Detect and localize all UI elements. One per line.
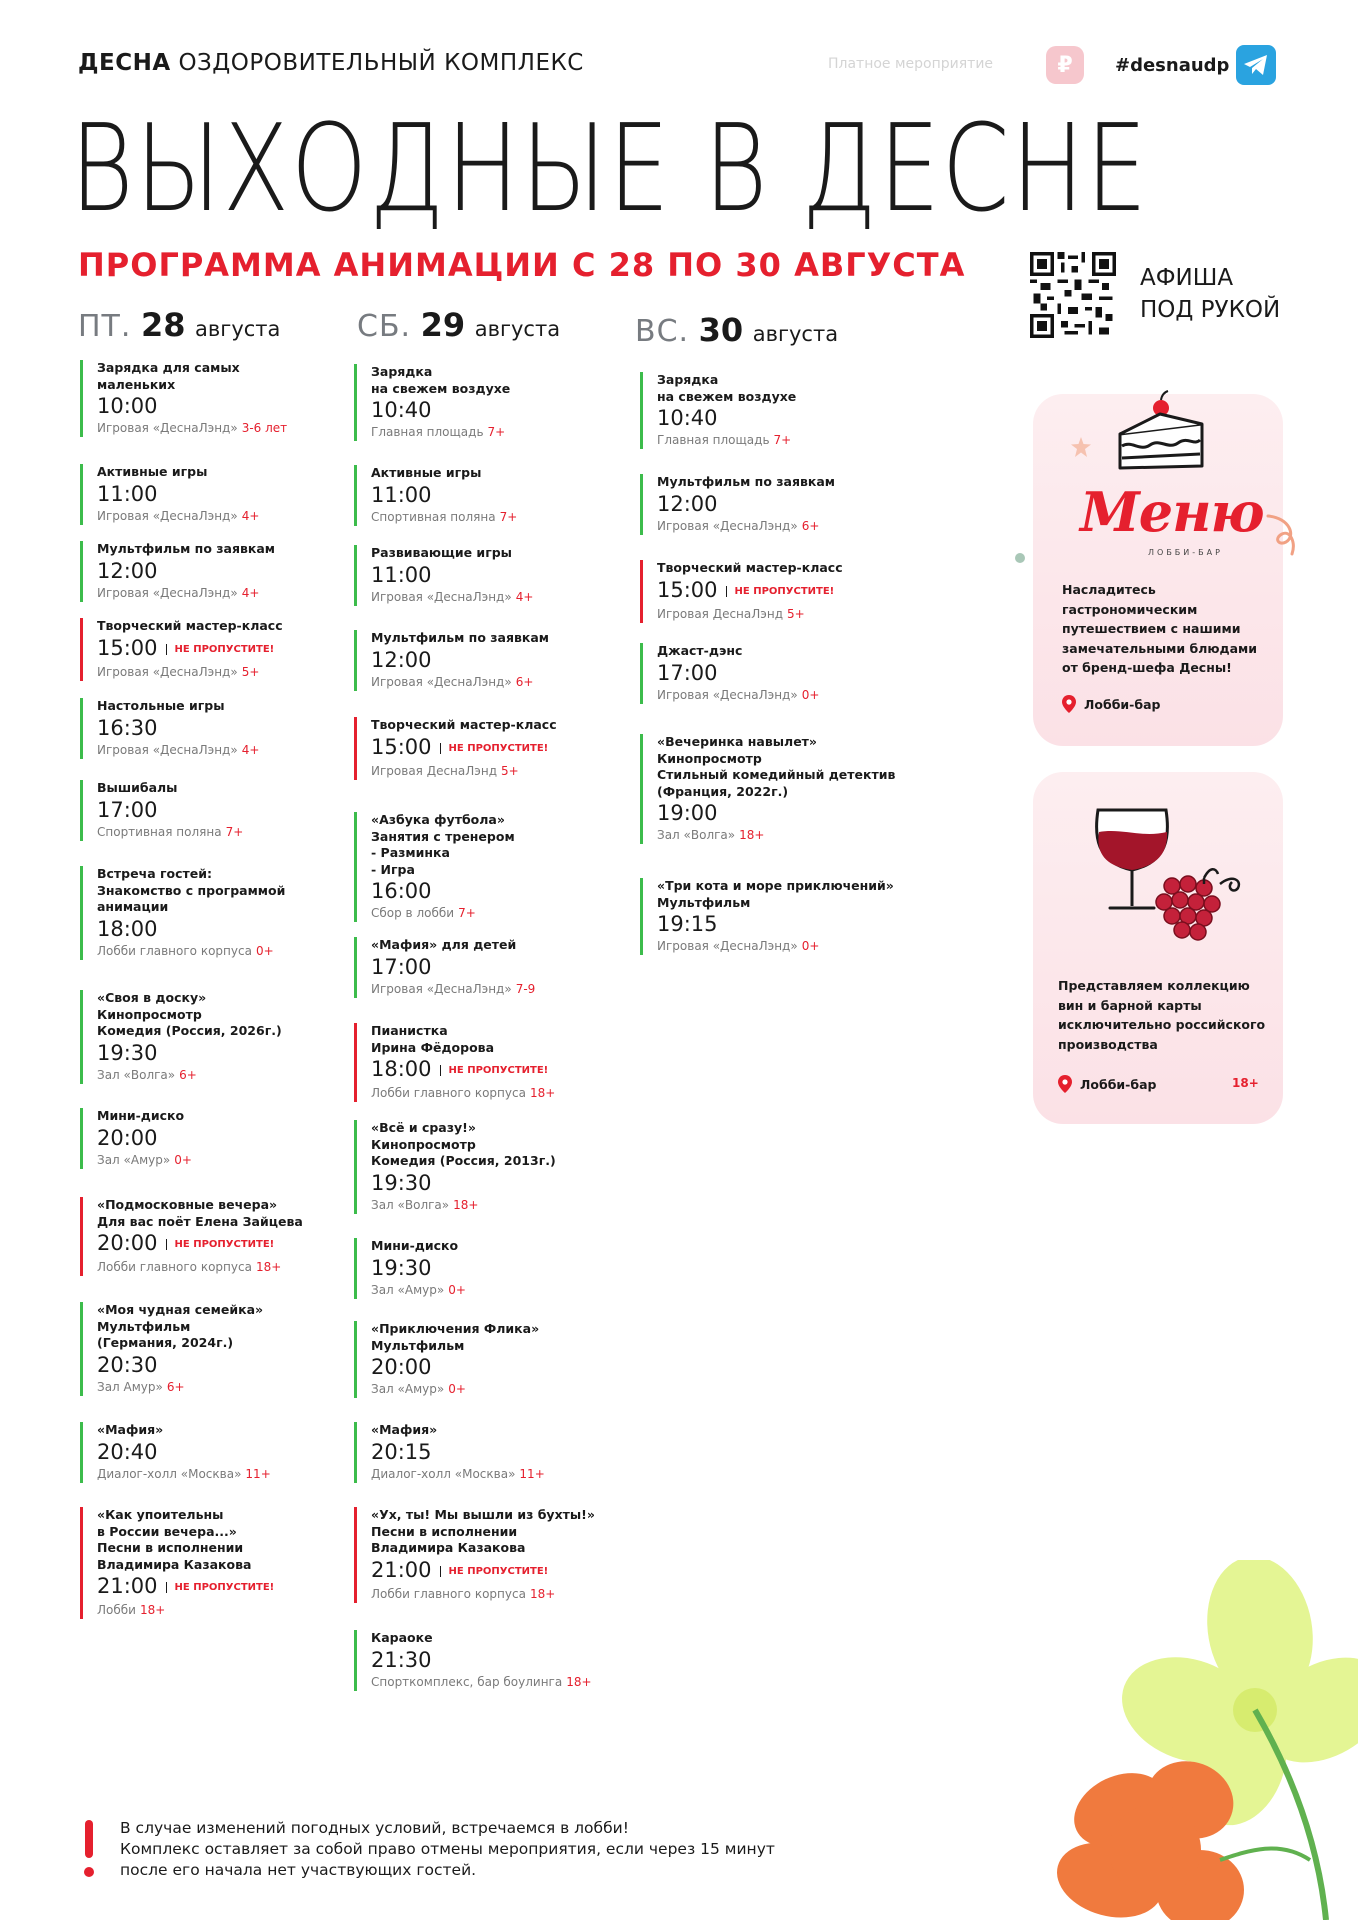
event-item	[80, 541, 370, 602]
location-pin-icon	[1062, 695, 1076, 713]
event-time: 21:30	[371, 1647, 432, 1672]
event-time: 21:00	[371, 1557, 432, 1582]
event-time-row	[371, 562, 644, 588]
event-item	[80, 360, 370, 437]
event-item	[80, 1422, 370, 1483]
event-place: Спорткомплекс, бар боулинга	[371, 1674, 563, 1689]
event-place: Диалог-холл «Москва»	[371, 1466, 516, 1481]
event-time: 17:00	[371, 954, 432, 979]
event-item	[354, 364, 644, 441]
event-place-row	[657, 605, 930, 623]
event-title: Активные игры	[97, 464, 208, 479]
dont-miss-badge: НЕ ПРОПУСТИТЕ!	[166, 1239, 275, 1250]
event-item	[80, 464, 370, 525]
menu-card-text: Насладитесь гастрономическим путешествием с нашими замечательными блюдами от бренд-шефа Десны!	[1062, 582, 1258, 675]
event-time: 20:15	[371, 1439, 432, 1464]
event-place-row	[97, 419, 370, 437]
event-time-row	[97, 558, 370, 584]
event-time: 11:00	[371, 562, 432, 587]
event-age: 7+	[225, 824, 244, 839]
event-time: 17:00	[657, 660, 718, 685]
event-place: Зал «Волга»	[97, 1067, 176, 1082]
event-place-row	[657, 431, 930, 449]
event-place: Спортивная поляна	[371, 509, 496, 524]
event-place-row	[371, 762, 644, 780]
event-time: 20:00	[371, 1355, 432, 1379]
event-time: 12:00	[657, 491, 718, 516]
event-time-row	[371, 482, 644, 508]
event-title: Творческий мастер-класс	[371, 717, 557, 732]
event-time-row	[657, 491, 930, 517]
event-title: «Азбука футбола» Занятия с тренером - Разминка - Игра	[371, 812, 515, 877]
event-place-row	[97, 741, 370, 759]
event-time: 19:30	[371, 1170, 432, 1195]
footer-notice: В случае изменений погодных условий, встречаемся в лобби! Комплекс оставляет за собой право отмены мероприятия, если через 15 минут после его начала нет участвующих гостей.	[120, 1819, 775, 1879]
event-title: Мини-диско	[371, 1238, 459, 1253]
event-place-row	[97, 663, 370, 681]
event-place-row	[371, 508, 644, 526]
wine-card-location-label: Лобби-бар	[1080, 1076, 1157, 1092]
event-place: Игровая ДеснаЛэнд	[657, 606, 784, 621]
event-age: 0+	[801, 687, 820, 702]
event-place-row	[371, 423, 644, 441]
event-title: «Своя в доску» Кинопросмотр Комедия (Россия, 2026г.)	[97, 990, 282, 1038]
event-title: Мультфильм по заявкам	[371, 630, 550, 645]
event-item	[354, 717, 644, 780]
event-item	[640, 560, 930, 623]
event-age: 6+	[515, 674, 534, 689]
event-title: Творческий мастер-класс	[657, 560, 843, 575]
event-place-row	[97, 823, 370, 841]
event-age: 4+	[241, 585, 260, 600]
event-time-row	[371, 1354, 644, 1380]
event-item	[80, 698, 370, 759]
afisha-caption: АФИША ПОД РУКОЙ	[1140, 265, 1281, 323]
event-title: Пианистка Ирина Фёдорова	[371, 1023, 495, 1055]
event-age: 4+	[241, 742, 260, 757]
paid-event-label: Платное мероприятие	[828, 56, 994, 72]
event-time: 15:00	[657, 577, 718, 602]
event-age: 4+	[241, 508, 260, 523]
event-age: 0+	[801, 939, 820, 953]
event-place: Игровая «ДеснаЛэнд»	[657, 518, 798, 533]
menu-logo-subtitle: ЛОББИ-БАР	[1148, 548, 1223, 557]
event-title: «Вечеринка навылет» Кинопросмотр Стильный комедийный детектив (Франция, 2022г.)	[657, 734, 896, 799]
event-title: «Всё и сразу!» Кинопросмотр Комедия (Россия, 2013г.)	[371, 1120, 556, 1168]
event-item	[354, 465, 644, 526]
event-place: Лобби главного корпуса	[371, 1086, 526, 1100]
event-place: Игровая «ДеснаЛэнд»	[97, 585, 238, 600]
event-place-row	[657, 826, 930, 844]
event-age: 5+	[501, 763, 519, 778]
event-title: «Три кота и море приключений» Мультфильм	[657, 878, 894, 910]
event-time-row	[371, 647, 644, 673]
event-place: Зал «Волга»	[371, 1197, 450, 1212]
hashtag-link[interactable]: #desnaudp	[1115, 55, 1230, 76]
event-place: Спортивная поляна	[97, 824, 222, 839]
event-time: 20:00	[97, 1231, 158, 1255]
event-place: Игровая «ДеснаЛэнд»	[657, 939, 798, 953]
event-time-row	[657, 911, 930, 937]
event-time-row	[97, 481, 370, 507]
event-age: 0+	[448, 1282, 466, 1297]
event-age: 5+	[241, 664, 260, 679]
brand-descriptor: ОЗДОРОВИТЕЛЬНЫЙ КОМПЛЕКС	[178, 50, 584, 76]
event-title: «Приключения Флика» Мультфильм	[371, 1321, 540, 1353]
day-header-sunday	[635, 311, 838, 349]
event-age: 3-6 лет	[241, 421, 288, 435]
event-age: 18+	[566, 1674, 592, 1689]
event-time: 15:00	[97, 635, 158, 660]
qr-code-icon[interactable]	[1030, 252, 1116, 338]
event-place-row	[97, 1066, 370, 1084]
event-age: 7+	[487, 425, 506, 439]
program-subtitle: ПРОГРАММА АНИМАЦИИ С 28 ПО 30 АВГУСТА	[78, 246, 966, 284]
event-place-row	[657, 937, 930, 955]
wine-card-text: Представляем коллекцию вин и барной карты исключительно российского производства	[1058, 978, 1266, 1052]
event-place-row	[97, 584, 370, 602]
event-title: Зарядка на свежем воздухе	[371, 364, 511, 396]
event-item	[354, 545, 644, 606]
event-time-row	[97, 635, 370, 663]
event-item	[354, 812, 644, 922]
event-item	[354, 1023, 644, 1102]
event-time: 18:00	[97, 916, 158, 941]
event-place: Лобби главного корпуса	[97, 943, 252, 958]
event-item	[640, 474, 930, 535]
event-title: «Мафия»	[371, 1422, 438, 1437]
event-item	[80, 1507, 370, 1619]
event-title: Зарядка для самых маленьких	[97, 360, 240, 392]
event-time-row	[657, 800, 930, 826]
event-time: 19:30	[371, 1255, 432, 1280]
menu-card-location-label: Лобби-бар	[1084, 696, 1161, 712]
event-item	[354, 630, 644, 691]
event-title: «Мафия» для детей	[371, 937, 517, 952]
brand-name: ДЕСНА	[78, 50, 171, 76]
event-time: 11:00	[371, 482, 432, 507]
wine-card-location	[1058, 1075, 1156, 1093]
event-place: Зал Амур»	[97, 1379, 163, 1394]
event-item	[354, 1630, 644, 1691]
event-title: Творческий мастер-класс	[97, 618, 283, 633]
wine-card-age: 18+	[1232, 1076, 1259, 1090]
event-time: 21:00	[97, 1574, 158, 1598]
day-number: 30	[698, 311, 744, 349]
event-title: «Моя чудная семейка» Мультфильм (Германия, 2024г.)	[97, 1302, 264, 1350]
dot-decor-icon	[1014, 552, 1026, 564]
event-time-row	[371, 397, 644, 423]
event-age: 7+	[499, 509, 518, 524]
event-age: 0+	[448, 1382, 466, 1396]
event-time: 15:00	[371, 734, 432, 759]
event-time: 20:40	[97, 1439, 158, 1464]
event-time-row	[371, 734, 644, 762]
event-title: Зарядка на свежем воздухе	[657, 372, 797, 404]
event-age: 6+	[801, 518, 820, 533]
event-place-row	[97, 942, 370, 960]
event-time: 19:30	[97, 1040, 158, 1065]
dont-miss-badge: НЕ ПРОПУСТИТЕ!	[440, 1065, 549, 1076]
event-time-row	[371, 1255, 644, 1281]
event-place: Главная площадь	[657, 433, 770, 447]
event-place: Игровая «ДеснаЛэнд»	[97, 421, 238, 435]
dont-miss-badge: НЕ ПРОПУСТИТЕ!	[726, 586, 835, 597]
event-time-row	[97, 715, 370, 741]
event-time: 17:00	[97, 797, 158, 822]
day-weekday: ВС.	[635, 314, 690, 349]
event-item	[80, 618, 370, 681]
event-place: Сбор в лобби	[371, 906, 455, 920]
event-place-row	[97, 1601, 370, 1619]
event-title: Встреча гостей: Знакомство с программой анимации	[97, 866, 286, 914]
event-place-row	[97, 1258, 370, 1276]
event-place: Лобби главного корпуса	[371, 1586, 526, 1601]
event-item	[80, 780, 370, 841]
exclamation-icon	[80, 1820, 98, 1880]
event-age: 0+	[255, 943, 274, 958]
event-item	[80, 866, 370, 960]
event-place: Игровая «ДеснаЛэнд»	[371, 981, 512, 996]
event-item	[354, 1422, 644, 1483]
ruble-icon: ₽	[1046, 46, 1084, 84]
page-title: ВЫХОДНЫЕ В ДЕСНЕ	[70, 100, 1149, 239]
day-weekday: СБ.	[357, 309, 412, 344]
event-time-row	[371, 1056, 644, 1084]
event-age: 11+	[245, 1466, 271, 1481]
event-time-row	[97, 1125, 370, 1151]
telegram-icon[interactable]	[1236, 45, 1276, 85]
event-item	[640, 643, 930, 704]
event-age: 18+	[255, 1260, 282, 1274]
event-item	[640, 878, 930, 955]
event-item	[80, 990, 370, 1084]
event-time-row	[97, 1040, 370, 1066]
event-place-row	[371, 904, 644, 922]
event-place: Главная площадь	[371, 425, 484, 439]
event-title: «Подмосковные вечера» Для вас поёт Елена Зайцева	[97, 1197, 303, 1229]
menu-card-location	[1062, 695, 1160, 713]
event-place-row	[657, 686, 930, 704]
day-month: августа	[752, 322, 839, 346]
cake-icon	[1110, 390, 1210, 474]
event-item	[354, 1120, 644, 1214]
event-title: «Как упоительны в России вечера...» Песни в исполнении Владимира Казакова	[97, 1507, 252, 1572]
event-item	[354, 1238, 644, 1299]
event-place-row	[97, 1465, 370, 1483]
event-time-row	[371, 954, 644, 980]
event-time-row	[97, 916, 370, 942]
dont-miss-badge: НЕ ПРОПУСТИТЕ!	[440, 1566, 549, 1577]
event-time: 20:30	[97, 1352, 158, 1377]
event-time: 20:00	[97, 1125, 158, 1150]
event-time: 19:15	[657, 912, 718, 936]
event-time-row	[97, 393, 370, 419]
event-title: Мультфильм по заявкам	[657, 474, 836, 489]
event-place-row	[97, 507, 370, 525]
event-place-row	[97, 1151, 370, 1169]
event-time-row	[371, 1439, 644, 1465]
event-place: Игровая «ДеснаЛэнд»	[371, 589, 512, 604]
event-age: 11+	[519, 1466, 545, 1481]
event-age: 18+	[139, 1603, 166, 1617]
event-title: Мини-диско	[97, 1108, 185, 1123]
event-place: Зал «Амур»	[371, 1382, 445, 1396]
event-time-row	[97, 1352, 370, 1378]
wine-glass-icon	[1092, 806, 1252, 946]
event-time: 10:40	[371, 398, 432, 422]
event-age: 18+	[739, 828, 765, 842]
event-time-row	[97, 797, 370, 823]
event-age: 18+	[529, 1086, 556, 1100]
event-place-row	[657, 517, 930, 535]
event-place-row	[371, 1196, 644, 1214]
event-title: Активные игры	[371, 465, 482, 480]
event-place: Диалог-холл «Москва»	[97, 1466, 242, 1481]
event-time: 18:00	[371, 1057, 432, 1081]
dont-miss-badge: НЕ ПРОПУСТИТЕ!	[166, 1582, 275, 1593]
event-time-row	[657, 405, 930, 431]
event-age: 7-9	[515, 981, 536, 996]
event-age: 5+	[787, 606, 805, 621]
event-time: 10:40	[657, 406, 718, 430]
event-time-row	[657, 577, 930, 605]
event-age: 18+	[453, 1197, 479, 1212]
event-time: 12:00	[371, 647, 432, 672]
event-item	[640, 372, 930, 449]
day-header-saturday	[357, 306, 560, 344]
event-place: Игровая «ДеснаЛэнд»	[97, 742, 238, 757]
menu-logo: Меню	[1080, 480, 1264, 544]
event-place: Игровая «ДеснаЛэнд»	[97, 664, 238, 679]
event-time-row	[371, 1557, 644, 1585]
event-time: 11:00	[97, 481, 158, 506]
event-time-row	[371, 1647, 644, 1673]
event-time-row	[97, 1573, 370, 1601]
event-place-row	[371, 1281, 644, 1299]
event-item	[80, 1302, 370, 1396]
day-header-friday	[78, 306, 280, 344]
event-item	[80, 1108, 370, 1169]
event-time: 10:00	[97, 394, 158, 418]
event-item	[640, 734, 930, 844]
event-place: Игровая «ДеснаЛэнд»	[371, 674, 512, 689]
day-weekday: ПТ.	[78, 309, 132, 344]
event-place: Игровая «ДеснаЛэнд»	[97, 508, 238, 523]
event-title: Мультфильм по заявкам	[97, 541, 276, 556]
event-age: 7+	[773, 433, 792, 447]
day-month: августа	[474, 317, 561, 341]
event-time: 16:30	[97, 715, 158, 740]
dont-miss-badge: НЕ ПРОПУСТИТЕ!	[440, 743, 549, 754]
star-decor-icon	[1070, 436, 1092, 458]
event-age: 18+	[529, 1586, 556, 1601]
event-item	[354, 937, 644, 998]
dont-miss-badge: НЕ ПРОПУСТИТЕ!	[166, 644, 275, 655]
event-place-row	[97, 1378, 370, 1396]
event-title: Караоке	[371, 1630, 433, 1645]
event-age: 4+	[515, 589, 534, 604]
event-place-row	[371, 1084, 644, 1102]
event-place-row	[371, 1673, 644, 1691]
event-place: Лобби	[97, 1603, 136, 1617]
event-title: Джаст-дэнс	[657, 643, 743, 658]
event-age: 6+	[166, 1379, 185, 1394]
event-place: Лобби главного корпуса	[97, 1260, 252, 1274]
event-item	[354, 1507, 644, 1603]
day-number: 28	[140, 306, 186, 344]
event-time-row	[657, 660, 930, 686]
event-place: Зал «Волга»	[657, 828, 736, 842]
event-title: «Ух, ты! Мы вышли из бухты!» Песни в исполнении Владимира Казакова	[371, 1507, 595, 1555]
swirl-decor-icon	[1264, 512, 1300, 558]
event-age: 7+	[458, 906, 476, 920]
event-time: 19:00	[657, 801, 718, 825]
event-age: 0+	[174, 1152, 192, 1167]
event-time-row	[97, 1439, 370, 1465]
event-time-row	[371, 1170, 644, 1196]
event-place-row	[371, 1380, 644, 1398]
event-place-row	[371, 588, 644, 606]
event-title: Вышибалы	[97, 780, 178, 795]
event-item	[354, 1321, 644, 1398]
event-item	[80, 1197, 370, 1276]
day-number: 29	[420, 306, 466, 344]
event-place: Игровая «ДеснаЛэнд»	[657, 687, 798, 702]
event-age: 6+	[179, 1067, 197, 1082]
event-place-row	[371, 980, 644, 998]
event-time-row	[97, 1230, 370, 1258]
event-title: Настольные игры	[97, 698, 225, 713]
event-place: Зал «Амур»	[97, 1152, 171, 1167]
event-title: «Мафия»	[97, 1422, 164, 1437]
event-place: Зал «Амур»	[371, 1282, 445, 1297]
event-title: Развивающие игры	[371, 545, 512, 560]
event-time-row	[371, 878, 644, 904]
event-time: 16:00	[371, 879, 432, 903]
event-place-row	[371, 673, 644, 691]
event-time: 12:00	[97, 558, 158, 583]
brand-title	[78, 50, 584, 76]
event-place-row	[371, 1585, 644, 1603]
day-month: августа	[195, 317, 281, 341]
event-place: Игровая ДеснаЛэнд	[371, 763, 498, 778]
event-place-row	[371, 1465, 644, 1483]
location-pin-icon	[1058, 1075, 1072, 1093]
flower-decor-icon	[1050, 1560, 1358, 1920]
